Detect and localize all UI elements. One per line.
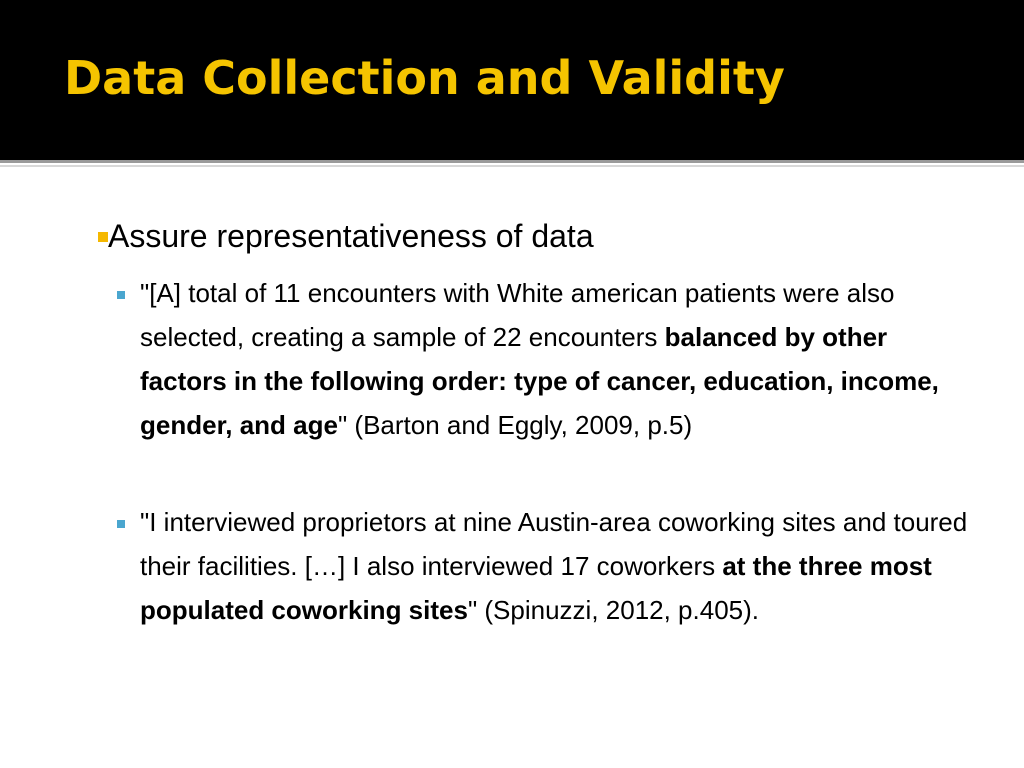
quote-citation: " (Spinuzzi, 2012, p.405). bbox=[467, 595, 760, 625]
bullet-level1: Assure representativeness of data bbox=[108, 218, 594, 254]
quote-emphasis: balanced by other factors in the following order: type of cancer, education, income, gender, and age bbox=[140, 322, 939, 440]
title-divider-light bbox=[0, 165, 1024, 167]
bullet-level2 bbox=[140, 500, 970, 632]
title-divider bbox=[0, 160, 1024, 163]
quote-text: "[A] total of 11 encounters with White american patients were also selected, creating a sample of 22 encounters bbox=[140, 278, 895, 352]
quote-emphasis: at the three most populated coworking sites bbox=[140, 551, 932, 625]
square-bullet-icon bbox=[117, 291, 125, 299]
square-bullet-icon bbox=[98, 232, 108, 242]
slide-title: Data Collection and Validity bbox=[64, 51, 785, 105]
quote-text: "I interviewed proprietors at nine Austin-area coworking sites and toured their facilities. […] I also interviewed 17 coworkers bbox=[140, 507, 968, 581]
quote-citation: " (Barton and Eggly, 2009, p.5) bbox=[337, 410, 693, 440]
bullet-level2 bbox=[140, 271, 970, 447]
title-bar bbox=[0, 0, 1024, 160]
square-bullet-icon bbox=[117, 520, 125, 528]
